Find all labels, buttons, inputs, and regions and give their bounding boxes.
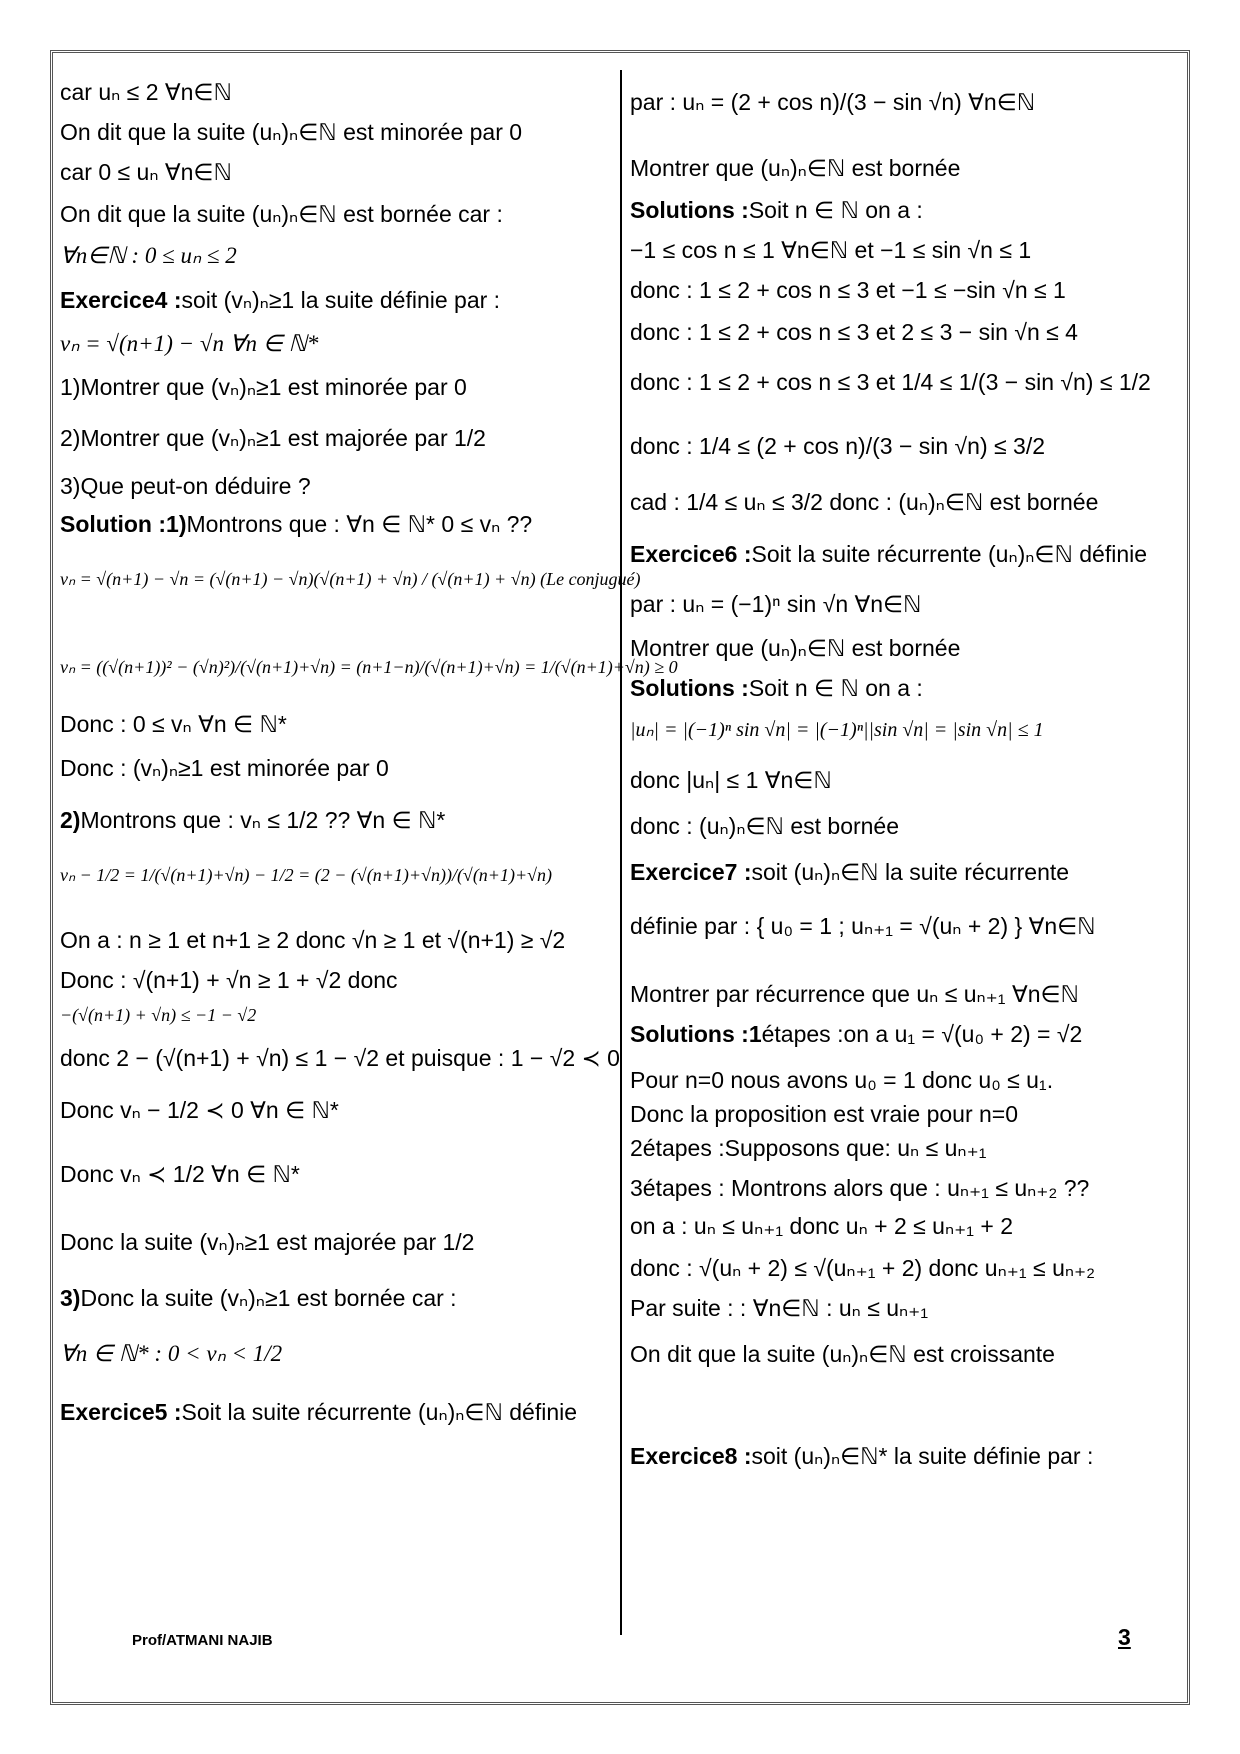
text-line: 3)Que peut-on déduire ? xyxy=(60,473,311,499)
text-line: −1 ≤ cos n ≤ 1 ∀n∈ℕ et −1 ≤ sin √n ≤ 1 xyxy=(630,237,1032,263)
text-line: On a : n ≥ 1 et n+1 ≥ 2 donc √n ≥ 1 et √(n+1) ≥ √2 xyxy=(60,927,566,953)
text-line: Donc : (vₙ)ₙ≥1 est minorée par 0 xyxy=(60,755,389,781)
heading-label: Exercice8 : xyxy=(630,1443,752,1469)
math-line: |uₙ| = |(−1)ⁿ sin √n| = |(−1)ⁿ||sin √n| = |sin √n| ≤ 1 xyxy=(630,719,1044,741)
text-line: 3)Donc la suite (vₙ)ₙ≥1 est bornée car : xyxy=(60,1285,457,1311)
text-line: donc : (uₙ)ₙ∈ℕ est bornée xyxy=(630,813,900,839)
math-line: vₙ = √(n+1) − √n = (√(n+1) − √n)(√(n+1) + √n) / (√(n+1) + √n) (Le conjugué) xyxy=(60,569,641,589)
text-line: Montrer par récurrence que uₙ ≤ uₙ₊₁ ∀n∈ℕ xyxy=(630,981,1079,1007)
text-line: donc : 1/4 ≤ (2 + cos n)/(3 − sin √n) ≤ 3/2 xyxy=(630,433,1046,459)
text-line: Donc la suite (vₙ)ₙ≥1 est majorée par 1/2 xyxy=(60,1229,475,1255)
text-line: Pour n=0 nous avons u₀ = 1 donc u₀ ≤ u₁. xyxy=(630,1067,1054,1093)
exercise-heading: Exercice8 :soit (uₙ)ₙ∈ℕ* la suite définie par : xyxy=(630,1443,1094,1469)
text-line: par : uₙ = (−1)ⁿ sin √n ∀n∈ℕ xyxy=(630,591,922,617)
exercise-heading: Exercice7 :soit (uₙ)ₙ∈ℕ la suite récurrente xyxy=(630,859,1070,885)
heading-label: Exercice6 : xyxy=(630,541,752,567)
text-line: 2)Montrons que : vₙ ≤ 1/2 ?? ∀n ∈ ℕ* xyxy=(60,807,446,833)
text-line: par : uₙ = (2 + cos n)/(3 − sin √n) ∀n∈ℕ xyxy=(630,89,1036,115)
text-line: donc : √(uₙ + 2) ≤ √(uₙ₊₁ + 2) donc uₙ₊₁ ≤ uₙ₊₂ xyxy=(630,1255,1096,1281)
text-line: Donc vₙ ≺ 1/2 ∀n ∈ ℕ* xyxy=(60,1161,300,1187)
heading-label: Exercice7 : xyxy=(630,859,752,885)
math-line: ∀n ∈ ℕ* : 0 < vₙ < 1/2 xyxy=(60,1341,283,1366)
text-line: On dit que la suite (uₙ)ₙ∈ℕ est croissante xyxy=(630,1341,1055,1367)
text-line: donc 2 − (√(n+1) + √n) ≤ 1 − √2 et puisque : 1 − √2 ≺ 0 xyxy=(60,1045,620,1071)
text-line: donc : 1 ≤ 2 + cos n ≤ 3 et 1/4 ≤ 1/(3 − sin √n) ≤ 1/2 xyxy=(630,369,1151,395)
question-number: 2) xyxy=(60,807,81,833)
exercise-heading: Exercice4 :soit (vₙ)ₙ≥1 la suite définie par : xyxy=(60,287,501,313)
text-line: Donc : √(n+1) + √n ≥ 1 + √2 donc xyxy=(60,967,398,993)
text-line: On dit que la suite (uₙ)ₙ∈ℕ est minorée par 0 xyxy=(60,119,523,145)
text-line: car 0 ≤ uₙ ∀n∈ℕ xyxy=(60,159,232,185)
text-line: Montrer que (uₙ)ₙ∈ℕ est bornée xyxy=(630,155,961,181)
text-line: on a : uₙ ≤ uₙ₊₁ donc uₙ + 2 ≤ uₙ₊₁ + 2 xyxy=(630,1213,1014,1239)
footer-author: Prof/ATMANI NAJIB xyxy=(132,1632,273,1649)
text-line: On dit que la suite (uₙ)ₙ∈ℕ est bornée car : xyxy=(60,201,503,227)
heading-label: Exercice4 : xyxy=(60,287,182,313)
exercise-heading: Exercice5 :Soit la suite récurrente (uₙ)ₙ∈ℕ définie xyxy=(60,1399,578,1425)
text-line: Donc la proposition est vraie pour n=0 xyxy=(630,1101,1019,1127)
solution-heading: Solutions :1étapes :on a u₁ = √(u₀ + 2) = √2 xyxy=(630,1021,1083,1047)
text-line: car uₙ ≤ 2 ∀n∈ℕ xyxy=(60,79,232,105)
text-line: donc : 1 ≤ 2 + cos n ≤ 3 et 2 ≤ 3 − sin √n ≤ 4 xyxy=(630,319,1078,345)
math-line: ∀n∈ℕ : 0 ≤ uₙ ≤ 2 xyxy=(60,243,237,268)
solution-heading: Solutions :Soit n ∈ ℕ on a : xyxy=(630,197,923,223)
text-line: 1)Montrer que (vₙ)ₙ≥1 est minorée par 0 xyxy=(60,374,467,400)
page-number: 3 xyxy=(1118,1624,1131,1650)
solution-heading: Solution :1)Montrons que : ∀n ∈ ℕ* 0 ≤ vₙ ?? xyxy=(60,511,533,537)
heading-label: Solutions :1 xyxy=(630,1021,762,1047)
text-line: Par suite : : ∀n∈ℕ : uₙ ≤ uₙ₊₁ xyxy=(630,1295,929,1321)
text-line: cad : 1/4 ≤ uₙ ≤ 3/2 donc : (uₙ)ₙ∈ℕ est bornée xyxy=(630,489,1099,515)
text-line: Donc : 0 ≤ vₙ ∀n ∈ ℕ* xyxy=(60,711,287,737)
heading-label: Solutions : xyxy=(630,675,749,701)
text-line: donc |uₙ| ≤ 1 ∀n∈ℕ xyxy=(630,767,832,793)
heading-label: Exercice5 : xyxy=(60,1399,182,1425)
text-line: Montrer que (uₙ)ₙ∈ℕ est bornée xyxy=(630,635,961,661)
question-number: 3) xyxy=(60,1285,81,1311)
text-line: 2étapes :Supposons que: uₙ ≤ uₙ₊₁ xyxy=(630,1135,987,1161)
column-divider xyxy=(620,70,622,1635)
math-line: vₙ = ((√(n+1))² − (√n)²)/(√(n+1)+√n) = (n+1−n)/(√(n+1)+√n) = 1/(√(n+1)+√n) ≥ 0 xyxy=(60,657,678,677)
text-line: 3étapes : Montrons alors que : uₙ₊₁ ≤ uₙ₊₂ ?? xyxy=(630,1175,1090,1201)
math-line: vₙ = √(n+1) − √n ∀n ∈ ℕ* xyxy=(60,331,319,356)
math-line: vₙ − 1/2 = 1/(√(n+1)+√n) − 1/2 = (2 − (√(n+1)+√n))/(√(n+1)+√n) xyxy=(60,865,552,885)
math-line: −(√(n+1) + √n) ≤ −1 − √2 xyxy=(60,1005,257,1025)
text-line: Donc vₙ − 1/2 ≺ 0 ∀n ∈ ℕ* xyxy=(60,1097,339,1123)
heading-label: Solution :1) xyxy=(60,511,187,537)
exercise-heading: Exercice6 :Soit la suite récurrente (uₙ)ₙ∈ℕ définie xyxy=(630,541,1148,567)
text-line: donc : 1 ≤ 2 + cos n ≤ 3 et −1 ≤ −sin √n ≤ 1 xyxy=(630,277,1066,303)
solution-heading: Solutions :Soit n ∈ ℕ on a : xyxy=(630,675,923,701)
text-line: définie par : { u₀ = 1 ; uₙ₊₁ = √(uₙ + 2) } ∀n∈ℕ xyxy=(630,913,1096,939)
heading-label: Solutions : xyxy=(630,197,749,223)
text-line: 2)Montrer que (vₙ)ₙ≥1 est majorée par 1/2 xyxy=(60,425,486,451)
